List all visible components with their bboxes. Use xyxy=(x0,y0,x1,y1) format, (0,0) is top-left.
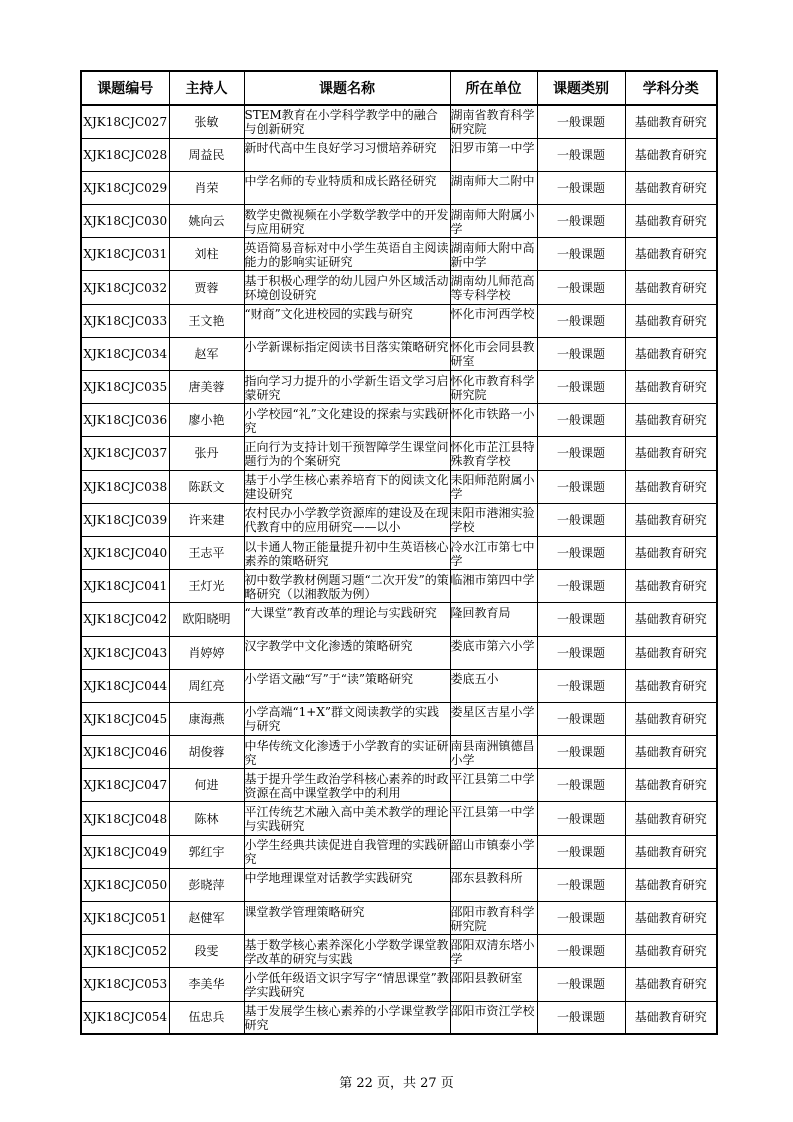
project-title: “大课堂”教育改革的理论与实践研究 xyxy=(244,605,437,620)
project-title: 中学地理课堂对话教学实践研究 xyxy=(244,871,413,886)
unit-name-cell xyxy=(450,404,537,437)
subject-category-cell: 基础教育研究 xyxy=(625,205,717,238)
host-name-cell: 段雯 xyxy=(169,935,244,968)
unit-name-cell xyxy=(450,636,537,669)
project-title-cell xyxy=(244,1001,450,1034)
host-name-cell: 唐美蓉 xyxy=(169,371,244,404)
table-row xyxy=(81,271,717,304)
unit-name: 怀化市河西学校 xyxy=(450,307,535,322)
subject-category-cell: 基础教育研究 xyxy=(625,968,717,1001)
project-title: 汉字教学中文化渗透的策略研究 xyxy=(244,639,413,654)
subject-category-cell: 基础教育研究 xyxy=(625,769,717,802)
project-title: 小学生经典共读促进自我管理的实践研究 xyxy=(244,838,449,867)
host-name-cell: 彭晓萍 xyxy=(169,868,244,901)
project-code-cell: XJK18CJC051 xyxy=(81,902,169,935)
project-title-cell xyxy=(244,437,450,470)
unit-name: 邵阳市资江学校 xyxy=(450,1003,535,1018)
header-project-title: 课题名称 xyxy=(244,71,450,105)
host-name-cell: 姚向云 xyxy=(169,205,244,238)
unit-name: 怀化市会同县教研室 xyxy=(450,340,535,369)
subject-category-cell: 基础教育研究 xyxy=(625,669,717,702)
unit-name-cell xyxy=(450,902,537,935)
subject-category-cell: 基础教育研究 xyxy=(625,835,717,868)
host-name-cell: 王文艳 xyxy=(169,304,244,337)
project-category-cell: 一般课题 xyxy=(537,371,625,404)
project-title-cell xyxy=(244,371,450,404)
project-category-cell: 一般课题 xyxy=(537,503,625,536)
host-name-cell: 陈林 xyxy=(169,802,244,835)
host-name-cell: 陈跃文 xyxy=(169,470,244,503)
project-code-cell: XJK18CJC027 xyxy=(81,105,169,138)
project-title: 平江传统艺术融入高中美术教学的理论与实践研究 xyxy=(244,805,449,834)
project-title-cell xyxy=(244,968,450,1001)
unit-name-cell xyxy=(450,205,537,238)
unit-name-cell xyxy=(450,470,537,503)
project-code-cell: XJK18CJC033 xyxy=(81,304,169,337)
host-name-cell: 周益民 xyxy=(169,138,244,171)
unit-name: 平江县第二中学 xyxy=(450,771,535,786)
project-category-cell: 一般课题 xyxy=(537,205,625,238)
project-title-cell xyxy=(244,636,450,669)
subject-category-cell: 基础教育研究 xyxy=(625,636,717,669)
unit-name: 隆回教育局 xyxy=(450,605,511,620)
subject-category-cell: 基础教育研究 xyxy=(625,570,717,603)
subject-category-cell: 基础教育研究 xyxy=(625,1001,717,1034)
host-name-cell: 何进 xyxy=(169,769,244,802)
unit-name: 怀化市芷江县特殊教育学校 xyxy=(450,439,535,468)
project-title: 小学新课标指定阅读书目落实策略研究 xyxy=(244,340,449,355)
unit-name: 平江县第一中学 xyxy=(450,805,535,820)
project-category-cell: 一般课题 xyxy=(537,603,625,636)
project-title-cell xyxy=(244,138,450,171)
table-row xyxy=(81,105,717,138)
unit-name: 湖南省教育科学研究院 xyxy=(450,108,535,137)
header-host: 主持人 xyxy=(169,71,244,105)
subject-category-cell: 基础教育研究 xyxy=(625,138,717,171)
project-title-cell xyxy=(244,902,450,935)
host-name-cell: 肖荣 xyxy=(169,171,244,204)
project-code-cell: XJK18CJC030 xyxy=(81,205,169,238)
subject-category-cell: 基础教育研究 xyxy=(625,736,717,769)
project-title-cell xyxy=(244,702,450,735)
unit-name-cell xyxy=(450,736,537,769)
unit-name-cell xyxy=(450,437,537,470)
project-category-cell: 一般课题 xyxy=(537,536,625,569)
unit-name-cell xyxy=(450,371,537,404)
project-title: 基于小学生核心素养培育下的阅读文化建设研究 xyxy=(244,473,449,502)
project-code-cell: XJK18CJC034 xyxy=(81,337,169,370)
unit-name: 湖南师大附中高新中学 xyxy=(450,240,535,269)
host-name-cell: 张丹 xyxy=(169,437,244,470)
unit-name: 邵阳双清东塔小学 xyxy=(450,937,535,966)
unit-name-cell xyxy=(450,669,537,702)
unit-name: 耒阳师范附属小学 xyxy=(450,473,535,502)
project-category-cell: 一般课题 xyxy=(537,868,625,901)
unit-name-cell xyxy=(450,835,537,868)
project-title: 农村民办小学教学资源库的建设及在现代教育中的应用研究——以小 xyxy=(244,506,449,535)
unit-name-cell xyxy=(450,935,537,968)
project-title-cell xyxy=(244,603,450,636)
project-category-cell: 一般课题 xyxy=(537,902,625,935)
project-title: 指向学习力提升的小学新生语文学习启蒙研究 xyxy=(244,373,449,402)
project-title: 正向行为支持计划干预智障学生课堂问题行为的个案研究 xyxy=(244,439,449,468)
project-code-cell: XJK18CJC045 xyxy=(81,702,169,735)
project-title: 英语简易音标对中小学生英语自主阅读能力的影响实证研究 xyxy=(244,240,449,269)
project-code-cell: XJK18CJC052 xyxy=(81,935,169,968)
header-row xyxy=(81,71,717,105)
project-code-cell: XJK18CJC044 xyxy=(81,669,169,702)
unit-name-cell xyxy=(450,304,537,337)
table-row xyxy=(81,171,717,204)
subject-category-cell: 基础教育研究 xyxy=(625,404,717,437)
project-title-cell xyxy=(244,105,450,138)
header-subject: 学科分类 xyxy=(625,71,717,105)
project-code-cell: XJK18CJC043 xyxy=(81,636,169,669)
project-code-cell: XJK18CJC047 xyxy=(81,769,169,802)
unit-name-cell xyxy=(450,802,537,835)
subject-category-cell: 基础教育研究 xyxy=(625,802,717,835)
project-title-cell xyxy=(244,503,450,536)
table-row xyxy=(81,138,717,171)
project-title-cell xyxy=(244,868,450,901)
subject-category-cell: 基础教育研究 xyxy=(625,105,717,138)
subject-category-cell: 基础教育研究 xyxy=(625,304,717,337)
project-category-cell: 一般课题 xyxy=(537,968,625,1001)
project-title: 中学名师的专业特质和成长路径研究 xyxy=(244,174,437,189)
subject-category-cell: 基础教育研究 xyxy=(625,603,717,636)
unit-name-cell xyxy=(450,171,537,204)
host-name-cell: 贾蓉 xyxy=(169,271,244,304)
unit-name-cell xyxy=(450,769,537,802)
project-title: 基于发展学生核心素养的小学课堂教学研究 xyxy=(244,1003,449,1032)
table-row xyxy=(81,337,717,370)
table-row xyxy=(81,304,717,337)
project-category-cell: 一般课题 xyxy=(537,636,625,669)
project-code-cell: XJK18CJC035 xyxy=(81,371,169,404)
unit-name-cell xyxy=(450,337,537,370)
project-title-cell xyxy=(244,536,450,569)
table-row xyxy=(81,769,717,802)
page-number: 第 22 页，共 27 页 xyxy=(339,1076,454,1091)
unit-name-cell xyxy=(450,968,537,1001)
project-code-cell: XJK18CJC041 xyxy=(81,570,169,603)
subject-category-cell: 基础教育研究 xyxy=(625,171,717,204)
project-category-cell: 一般课题 xyxy=(537,802,625,835)
project-category-cell: 一般课题 xyxy=(537,669,625,702)
host-name-cell: 康海燕 xyxy=(169,702,244,735)
project-title: 课堂教学管理策略研究 xyxy=(244,904,365,919)
table-row xyxy=(81,570,717,603)
unit-name: 娄底市第六小学 xyxy=(450,639,535,654)
project-category-cell: 一般课题 xyxy=(537,138,625,171)
host-name-cell: 郭红宇 xyxy=(169,835,244,868)
table-row xyxy=(81,802,717,835)
unit-name: 冷水江市第七中学 xyxy=(450,539,535,568)
unit-name: 邵东县教科所 xyxy=(450,871,523,886)
table-row xyxy=(81,935,717,968)
host-name-cell: 胡俊蓉 xyxy=(169,736,244,769)
unit-name-cell xyxy=(450,603,537,636)
subject-category-cell: 基础教育研究 xyxy=(625,437,717,470)
table-row xyxy=(81,968,717,1001)
host-name-cell: 张敏 xyxy=(169,105,244,138)
project-title-cell xyxy=(244,802,450,835)
unit-name: 湖南师大二附中 xyxy=(450,174,535,189)
header-project-code: 课题编号 xyxy=(81,71,169,105)
project-title-cell xyxy=(244,470,450,503)
project-code-cell: XJK18CJC050 xyxy=(81,868,169,901)
project-category-cell: 一般课题 xyxy=(537,570,625,603)
project-code-cell: XJK18CJC029 xyxy=(81,171,169,204)
table-row xyxy=(81,404,717,437)
subject-category-cell: 基础教育研究 xyxy=(625,238,717,271)
unit-name-cell xyxy=(450,503,537,536)
host-name-cell: 伍忠兵 xyxy=(169,1001,244,1034)
table-row xyxy=(81,437,717,470)
project-code-cell: XJK18CJC042 xyxy=(81,603,169,636)
host-name-cell: 许来建 xyxy=(169,503,244,536)
host-name-cell: 周红亮 xyxy=(169,669,244,702)
unit-name-cell xyxy=(450,138,537,171)
project-title-cell xyxy=(244,337,450,370)
table-row xyxy=(81,470,717,503)
table-row xyxy=(81,868,717,901)
table-row xyxy=(81,669,717,702)
project-title-cell xyxy=(244,570,450,603)
unit-name: 邵阳市教育科学研究院 xyxy=(450,904,535,933)
project-title: 基于提升学生政治学科核心素养的时政资源在高中课堂教学中的利用 xyxy=(244,771,449,800)
project-title-cell xyxy=(244,769,450,802)
host-name-cell: 李美华 xyxy=(169,968,244,1001)
unit-name: 邵阳县教研室 xyxy=(450,970,523,985)
table-row xyxy=(81,736,717,769)
unit-name: 南县南洲镇德昌小学 xyxy=(450,738,535,767)
project-title-cell xyxy=(244,669,450,702)
unit-name: 临湘市第四中学 xyxy=(450,572,535,587)
project-code-cell: XJK18CJC048 xyxy=(81,802,169,835)
project-title-cell xyxy=(244,271,450,304)
host-name-cell: 赵军 xyxy=(169,337,244,370)
project-title-cell xyxy=(244,935,450,968)
host-name-cell: 赵健军 xyxy=(169,902,244,935)
project-title-cell xyxy=(244,404,450,437)
table-row xyxy=(81,636,717,669)
project-title: 初中数学教材例题习题“二次开发”的策略研究（以湘教版为例） xyxy=(244,572,449,601)
table-row xyxy=(81,603,717,636)
project-category-cell: 一般课题 xyxy=(537,238,625,271)
table-row xyxy=(81,371,717,404)
host-name-cell: 欧阳晓明 xyxy=(169,603,244,636)
project-title: 小学校园“礼”文化建设的探索与实践研究 xyxy=(244,406,449,435)
project-category-cell: 一般课题 xyxy=(537,304,625,337)
subject-category-cell: 基础教育研究 xyxy=(625,371,717,404)
project-category-cell: 一般课题 xyxy=(537,470,625,503)
project-category-cell: 一般课题 xyxy=(537,935,625,968)
subject-category-cell: 基础教育研究 xyxy=(625,702,717,735)
project-title: 小学高端“1+X”群文阅读教学的实践与研究 xyxy=(244,705,440,734)
subject-category-cell: 基础教育研究 xyxy=(625,337,717,370)
subject-category-cell: 基础教育研究 xyxy=(625,470,717,503)
unit-name: 耒阳市港湘实验学校 xyxy=(450,506,535,535)
project-title: 基于积极心理学的幼儿园户外区域活动环境创设研究 xyxy=(244,274,449,303)
project-category-cell: 一般课题 xyxy=(537,736,625,769)
unit-name-cell xyxy=(450,271,537,304)
project-code-cell: XJK18CJC046 xyxy=(81,736,169,769)
unit-name-cell xyxy=(450,536,537,569)
unit-name: 韶山市镇泰小学 xyxy=(450,838,535,853)
project-title: 以卡通人物正能量提升初中生英语核心素养的策略研究 xyxy=(244,539,449,568)
unit-name-cell xyxy=(450,868,537,901)
project-title-cell xyxy=(244,205,450,238)
host-name-cell: 肖婷婷 xyxy=(169,636,244,669)
subject-category-cell: 基础教育研究 xyxy=(625,503,717,536)
unit-name-cell xyxy=(450,105,537,138)
project-category-cell: 一般课题 xyxy=(537,271,625,304)
unit-name-cell xyxy=(450,1001,537,1034)
project-code-cell: XJK18CJC031 xyxy=(81,238,169,271)
host-name-cell: 王灯光 xyxy=(169,570,244,603)
project-category-cell: 一般课题 xyxy=(537,404,625,437)
project-title: “财商”文化进校园的实践与研究 xyxy=(244,307,413,322)
project-code-cell: XJK18CJC037 xyxy=(81,437,169,470)
table-row xyxy=(81,205,717,238)
unit-name-cell xyxy=(450,702,537,735)
unit-name: 怀化市铁路一小 xyxy=(450,406,535,421)
project-code-cell: XJK18CJC040 xyxy=(81,536,169,569)
table-row xyxy=(81,835,717,868)
table-row xyxy=(81,238,717,271)
project-category-cell: 一般课题 xyxy=(537,337,625,370)
project-title: 小学低年级语文识字写字“情思课堂”教学实践研究 xyxy=(244,970,449,999)
project-code-cell: XJK18CJC039 xyxy=(81,503,169,536)
project-title: 基于数学核心素养深化小学数学课堂教学改革的研究与实践 xyxy=(244,937,449,966)
project-title-cell xyxy=(244,304,450,337)
table-row xyxy=(81,503,717,536)
table-row xyxy=(81,1001,717,1034)
unit-name: 湖南幼儿师范高等专科学校 xyxy=(450,274,535,303)
table-row xyxy=(81,902,717,935)
project-category-cell: 一般课题 xyxy=(537,437,625,470)
project-title-cell xyxy=(244,736,450,769)
project-title: 小学语文融“写”于“读”策略研究 xyxy=(244,672,414,687)
project-title: 数学史微视频在小学数学教学中的开发与应用研究 xyxy=(244,207,449,236)
project-code-cell: XJK18CJC053 xyxy=(81,968,169,1001)
host-name-cell: 王志平 xyxy=(169,536,244,569)
project-title-cell xyxy=(244,238,450,271)
unit-name: 湖南师大附属小学 xyxy=(450,207,535,236)
unit-name-cell xyxy=(450,570,537,603)
project-category-cell: 一般课题 xyxy=(537,1001,625,1034)
project-code-cell: XJK18CJC032 xyxy=(81,271,169,304)
project-title: 新时代高中生良好学习习惯培养研究 xyxy=(244,141,437,156)
project-code-cell: XJK18CJC049 xyxy=(81,835,169,868)
project-code-cell: XJK18CJC054 xyxy=(81,1001,169,1034)
project-title: 中华传统文化渗透于小学教育的实证研究 xyxy=(244,738,449,767)
project-title-cell xyxy=(244,835,450,868)
table-row xyxy=(81,536,717,569)
subject-category-cell: 基础教育研究 xyxy=(625,935,717,968)
project-category-cell: 一般课题 xyxy=(537,105,625,138)
host-name-cell: 廖小艳 xyxy=(169,404,244,437)
project-category-cell: 一般课题 xyxy=(537,171,625,204)
unit-name: 汨罗市第一中学 xyxy=(450,141,535,156)
host-name-cell: 刘柱 xyxy=(169,238,244,271)
project-code-cell: XJK18CJC038 xyxy=(81,470,169,503)
project-category-cell: 一般课题 xyxy=(537,835,625,868)
unit-name: 娄底五小 xyxy=(450,672,499,687)
unit-name-cell xyxy=(450,238,537,271)
project-title: STEM教育在小学科学教学中的融合与创新研究 xyxy=(244,108,438,137)
header-unit: 所在单位 xyxy=(450,71,537,105)
project-table xyxy=(80,70,718,1035)
subject-category-cell: 基础教育研究 xyxy=(625,868,717,901)
project-title-cell xyxy=(244,171,450,204)
table-row xyxy=(81,702,717,735)
subject-category-cell: 基础教育研究 xyxy=(625,536,717,569)
header-category: 课题类别 xyxy=(537,71,625,105)
subject-category-cell: 基础教育研究 xyxy=(625,902,717,935)
unit-name: 怀化市教育科学研究院 xyxy=(450,373,535,402)
subject-category-cell: 基础教育研究 xyxy=(625,271,717,304)
project-category-cell: 一般课题 xyxy=(537,702,625,735)
project-category-cell: 一般课题 xyxy=(537,769,625,802)
unit-name: 娄星区吉星小学 xyxy=(450,705,535,720)
project-code-cell: XJK18CJC028 xyxy=(81,138,169,171)
project-code-cell: XJK18CJC036 xyxy=(81,404,169,437)
